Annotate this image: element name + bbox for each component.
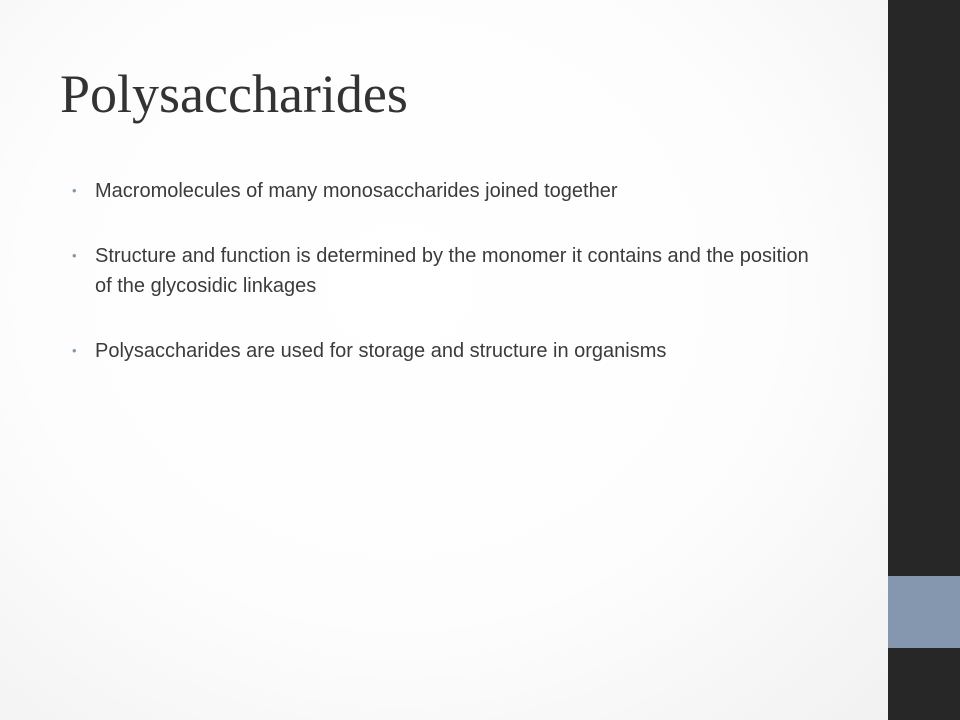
bullet-item (72, 336, 812, 366)
bullet-text: Polysaccharides are used for storage and structure in organisms (95, 340, 667, 362)
slide-title: Polysaccharides (60, 64, 408, 124)
accent-block (888, 576, 960, 648)
bullet-text: Structure and function is determined by the monomer it contains and the position of the glycosidic linkages (95, 245, 809, 297)
bullet-list (72, 176, 812, 401)
bullet-marker: • (72, 183, 77, 198)
bullet-item (72, 176, 812, 206)
bullet-text: Macromolecules of many monosaccharides joined together (95, 180, 618, 202)
dark-sidebar-band (888, 0, 960, 720)
bullet-marker: • (72, 343, 77, 358)
bullet-marker: • (72, 248, 77, 263)
bullet-item (72, 241, 812, 301)
